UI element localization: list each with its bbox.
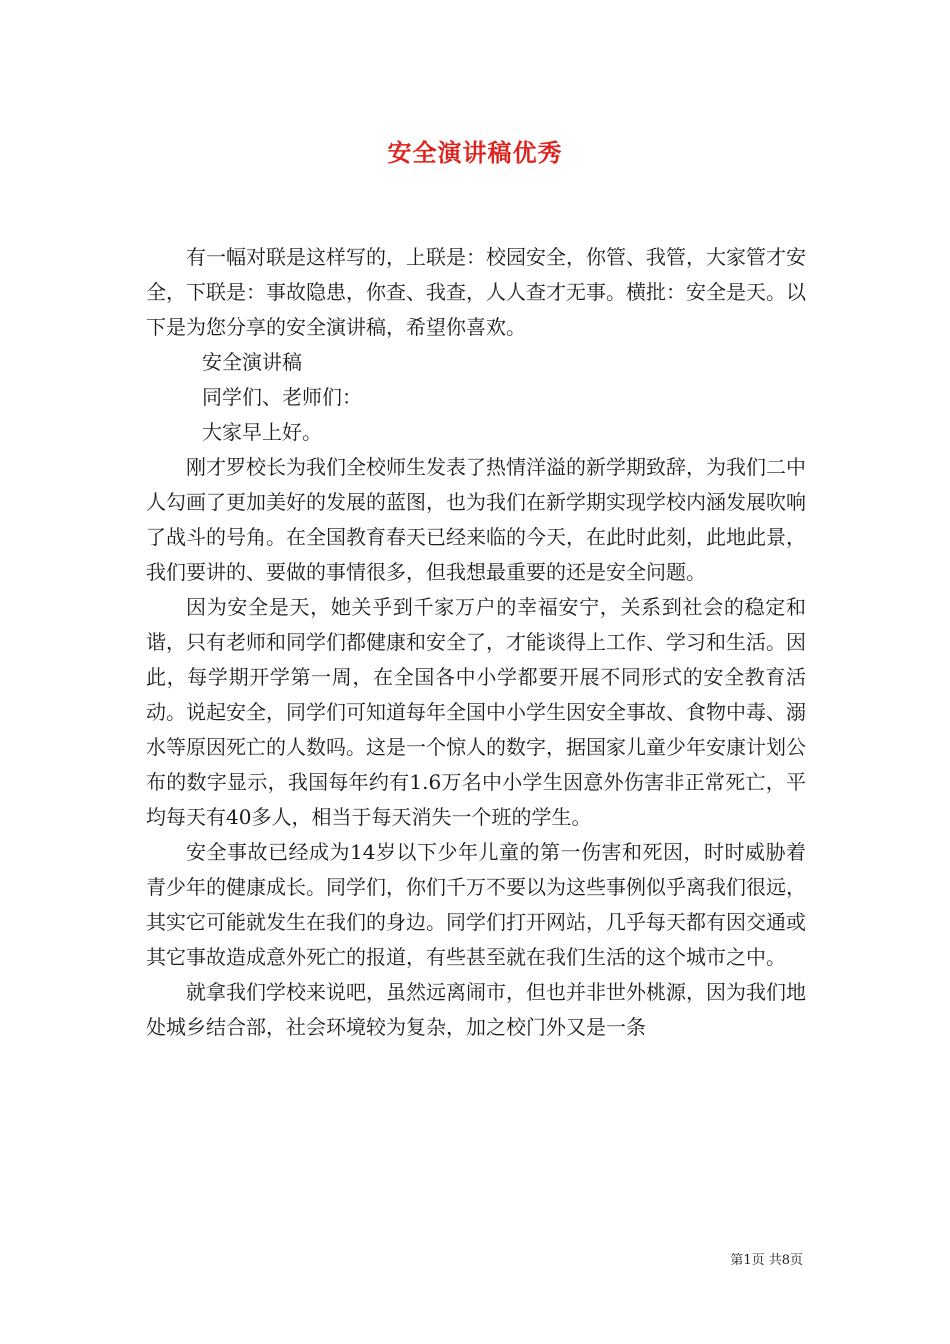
paragraph-intro: 有一幅对联是这样写的，上联是：校园安全，你管、我管，大家管才安全，下联是：事故隐患，你查、我查，人人查才无事。横批：安全是天。以下是为您分享的安全演讲稿，希望你喜欢。 (146, 245, 806, 339)
paragraph-opening: 刚才罗校长为我们全校师生发表了热情洋溢的新学期致辞，为我们二中人勾画了更加美好的发展的蓝图，也为我们在新学期实现学校内涵发展吹响了战斗的号角。在全国教育春天已经来临的今天，在此时此刻，此地此景，我们要讲的、要做的事情很多，但我想最重要的还是安全问题。 (146, 455, 806, 584)
paragraph-accident-threat: 安全事故已经成为14岁以下少年儿童的第一伤害和死因，时时威胁着青少年的健康成长。同学们，你们千万不要以为这些事例似乎离我们很远，其实它可能就发生在我们的身边。同学们打开网站，几乎每天都有因交通或其它事故造成意外死亡的报道，有些甚至就在我们生活的这个城市之中。 (146, 840, 806, 969)
paragraph-greeting: 大家早上好。 (202, 420, 322, 444)
page-number: 第1页 共8页 (730, 1253, 803, 1268)
paragraph-salutation: 同学们、老师们： (202, 385, 362, 409)
paragraph-speech-heading: 安全演讲稿 (202, 350, 302, 374)
document-title: 安全演讲稿优秀 (387, 138, 563, 167)
document-body (146, 240, 806, 1045)
paragraph-school-context: 就拿我们学校来说吧，虽然远离闹市，但也并非世外桃源，因为我们地处城乡结合部，社会环境较为复杂，加之校门外又是一条 (146, 980, 806, 1039)
paragraph-safety-importance: 因为安全是天，她关乎到千家万户的幸福安宁，关系到社会的稳定和谐，只有老师和同学们都健康和安全了，才能谈得上工作、学习和生活。因此，每学期开学第一周，在全国各中小学都要开展不同形式的安全教育活动。说起安全，同学们可知道每年全国中小学生因安全事故、食物中毒、溺水等原因死亡的人数吗。这是一个惊人的数字，据国家儿童少年安康计划公布的数字显示，我国每年约有1.6万名中小学生因意外伤害非正常死亡，平均每天有40多人，相当于每天消失一个班的学生。 (146, 595, 806, 829)
